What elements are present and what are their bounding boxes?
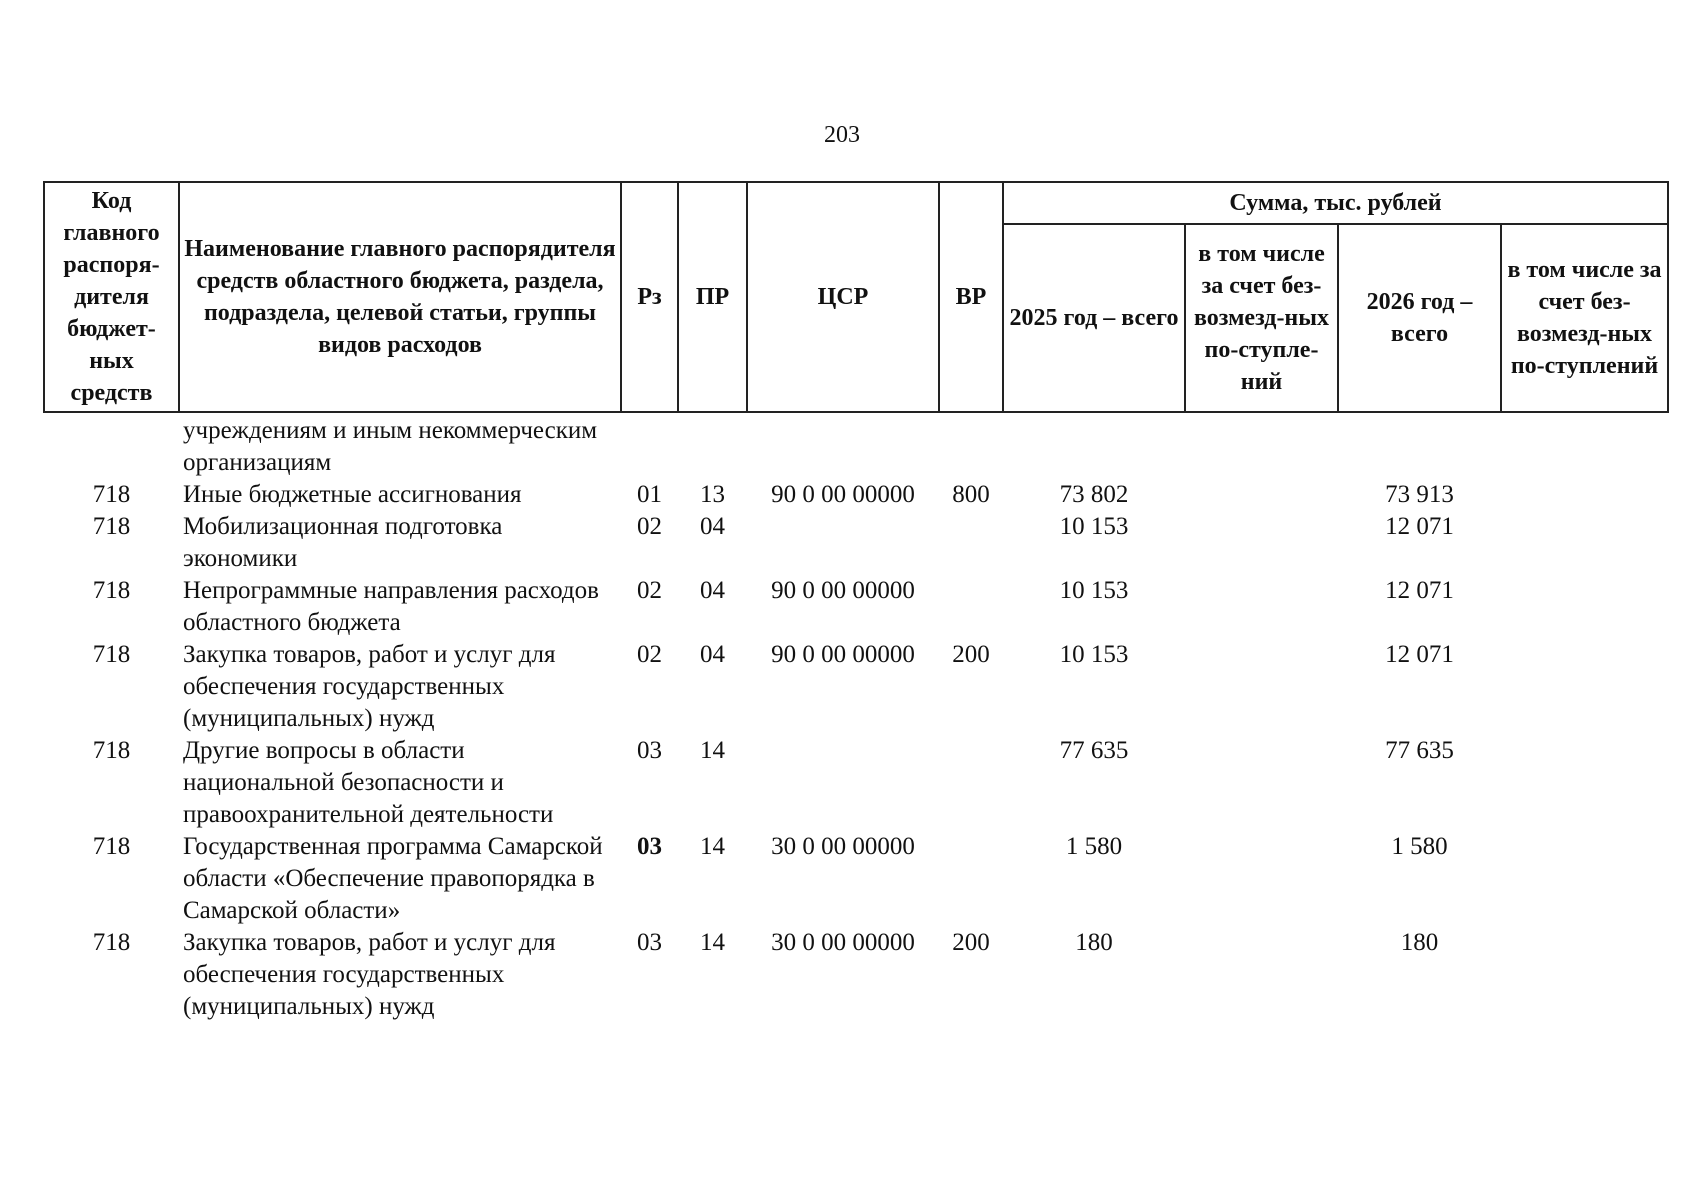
cell-2026-total: 1 580 — [1391, 833, 1448, 860]
cell-pr: 14 — [700, 929, 725, 956]
cell-2025-grants — [1185, 639, 1338, 735]
cell-csr: 90 0 00 00000 — [771, 577, 915, 604]
header-csr: ЦСР — [747, 182, 939, 412]
cell-2026-total: 77 635 — [1385, 737, 1454, 764]
cell-csr — [747, 735, 939, 831]
cell-name: учреждениям и иным некоммерческим организациям — [183, 417, 598, 476]
cell-2025-grants — [1185, 412, 1338, 479]
header-code: Код главного распоря-дителя бюджет-ных средств — [44, 182, 179, 412]
cell-2025-grants — [1185, 831, 1338, 927]
cell-2026-grants — [1501, 511, 1668, 575]
cell-2025-total: 10 153 — [1059, 577, 1129, 604]
cell-csr: 90 0 00 00000 — [771, 641, 915, 668]
table-row — [44, 927, 1668, 1023]
table-body — [44, 412, 1668, 1023]
cell-code: 718 — [92, 641, 131, 668]
cell-2025-total: 10 153 — [1059, 641, 1129, 668]
cell-vr — [939, 575, 1003, 639]
cell-2026-grants — [1501, 831, 1668, 927]
table-row — [44, 511, 1668, 575]
header-2025-total: 2025 год – всего — [1003, 224, 1185, 412]
cell-name: Государственная программа Самарской области «Обеспечение правопорядка в Самарской области» — [183, 833, 603, 924]
cell-code: 718 — [92, 929, 131, 956]
cell-pr: 13 — [700, 481, 725, 508]
table-row — [44, 575, 1668, 639]
cell-2025-total: 73 802 — [1059, 481, 1129, 508]
cell-name: Закупка товаров, работ и услуг для обеспечения государственных (муниципальных) нужд — [183, 929, 556, 1020]
cell-code: 718 — [92, 513, 131, 540]
cell-2025-grants — [1185, 511, 1338, 575]
cell-2026-grants — [1501, 639, 1668, 735]
cell-pr: 14 — [700, 737, 725, 764]
cell-vr — [939, 831, 1003, 927]
cell-code — [44, 412, 179, 479]
cell-2025-grants — [1185, 927, 1338, 1023]
header-sum-group: Сумма, тыс. рублей — [1003, 182, 1668, 224]
header-2026-grants: в том числе за счет без-возмезд-ных по-ступлений — [1501, 224, 1668, 412]
cell-vr — [939, 412, 1003, 479]
cell-2026-total: 12 071 — [1385, 641, 1454, 668]
cell-name: Другие вопросы в области национальной безопасности и правоохранительной деятельности — [183, 737, 554, 828]
header-pr: ПР — [678, 182, 747, 412]
cell-2026-grants — [1501, 575, 1668, 639]
cell-2026-total: 12 071 — [1385, 577, 1454, 604]
header-2025-grants: в том числе за счет без-возмезд-ных по-ступле-ний — [1185, 224, 1338, 412]
cell-pr: 04 — [700, 577, 725, 604]
cell-2026-grants — [1501, 412, 1668, 479]
cell-code: 718 — [92, 737, 131, 764]
cell-code: 718 — [92, 577, 131, 604]
cell-code: 718 — [92, 833, 131, 860]
table-row — [44, 479, 1668, 511]
header-vr: ВР — [939, 182, 1003, 412]
cell-2026-total — [1338, 412, 1501, 479]
cell-pr: 04 — [700, 513, 725, 540]
cell-vr — [939, 511, 1003, 575]
header-rz: Рз — [621, 182, 678, 412]
table-row — [44, 831, 1668, 927]
cell-rz: 02 — [637, 577, 662, 604]
table-row — [44, 412, 1668, 479]
cell-rz: 03 — [637, 929, 662, 956]
cell-csr: 30 0 00 00000 — [771, 929, 915, 956]
cell-rz: 02 — [637, 641, 662, 668]
cell-vr: 800 — [952, 481, 990, 508]
cell-vr: 200 — [952, 641, 990, 668]
cell-name: Мобилизационная подготовка экономики — [183, 513, 503, 572]
page-number: 203 — [824, 122, 860, 148]
budget-table — [43, 181, 1669, 1023]
cell-2026-grants — [1501, 735, 1668, 831]
cell-name: Непрограммные направления расходов областного бюджета — [183, 577, 599, 636]
cell-2025-grants — [1185, 735, 1338, 831]
cell-rz: 03 — [637, 737, 662, 764]
cell-pr: 04 — [700, 641, 725, 668]
cell-csr: 30 0 00 00000 — [771, 833, 915, 860]
cell-csr — [747, 511, 939, 575]
cell-vr — [939, 735, 1003, 831]
cell-2026-total: 12 071 — [1385, 513, 1454, 540]
cell-rz — [621, 412, 678, 479]
cell-name: Закупка товаров, работ и услуг для обеспечения государственных (муниципальных) нужд — [183, 641, 556, 732]
cell-rz: 02 — [637, 513, 662, 540]
cell-2026-total: 73 913 — [1385, 481, 1454, 508]
cell-rz: 01 — [637, 481, 662, 508]
cell-pr — [678, 412, 747, 479]
table-row — [44, 735, 1668, 831]
cell-2025-total: 180 — [1075, 929, 1113, 956]
cell-2025-total: 1 580 — [1065, 833, 1123, 860]
cell-2026-total: 180 — [1400, 929, 1439, 956]
cell-csr — [747, 412, 939, 479]
cell-2025-grants — [1185, 575, 1338, 639]
header-2026-total: 2026 год – всего — [1338, 224, 1501, 412]
header-name: Наименование главного распорядителя средств областного бюджета, раздела, подраздела, целевой статьи, группы видов расходов — [179, 182, 621, 412]
cell-csr: 90 0 00 00000 — [771, 481, 915, 508]
cell-pr: 14 — [700, 833, 725, 860]
table-row — [44, 639, 1668, 735]
cell-rz: 03 — [637, 833, 662, 860]
cell-code: 718 — [92, 481, 131, 508]
table-header — [44, 182, 1668, 412]
cell-2025-total — [1003, 412, 1185, 479]
cell-2025-grants — [1185, 479, 1338, 511]
cell-2025-total: 77 635 — [1059, 737, 1129, 764]
cell-name: Иные бюджетные ассигнования — [183, 481, 522, 508]
cell-vr: 200 — [952, 929, 990, 956]
cell-2025-total: 10 153 — [1059, 513, 1129, 540]
cell-2026-grants — [1501, 479, 1668, 511]
cell-2026-grants — [1501, 927, 1668, 1023]
